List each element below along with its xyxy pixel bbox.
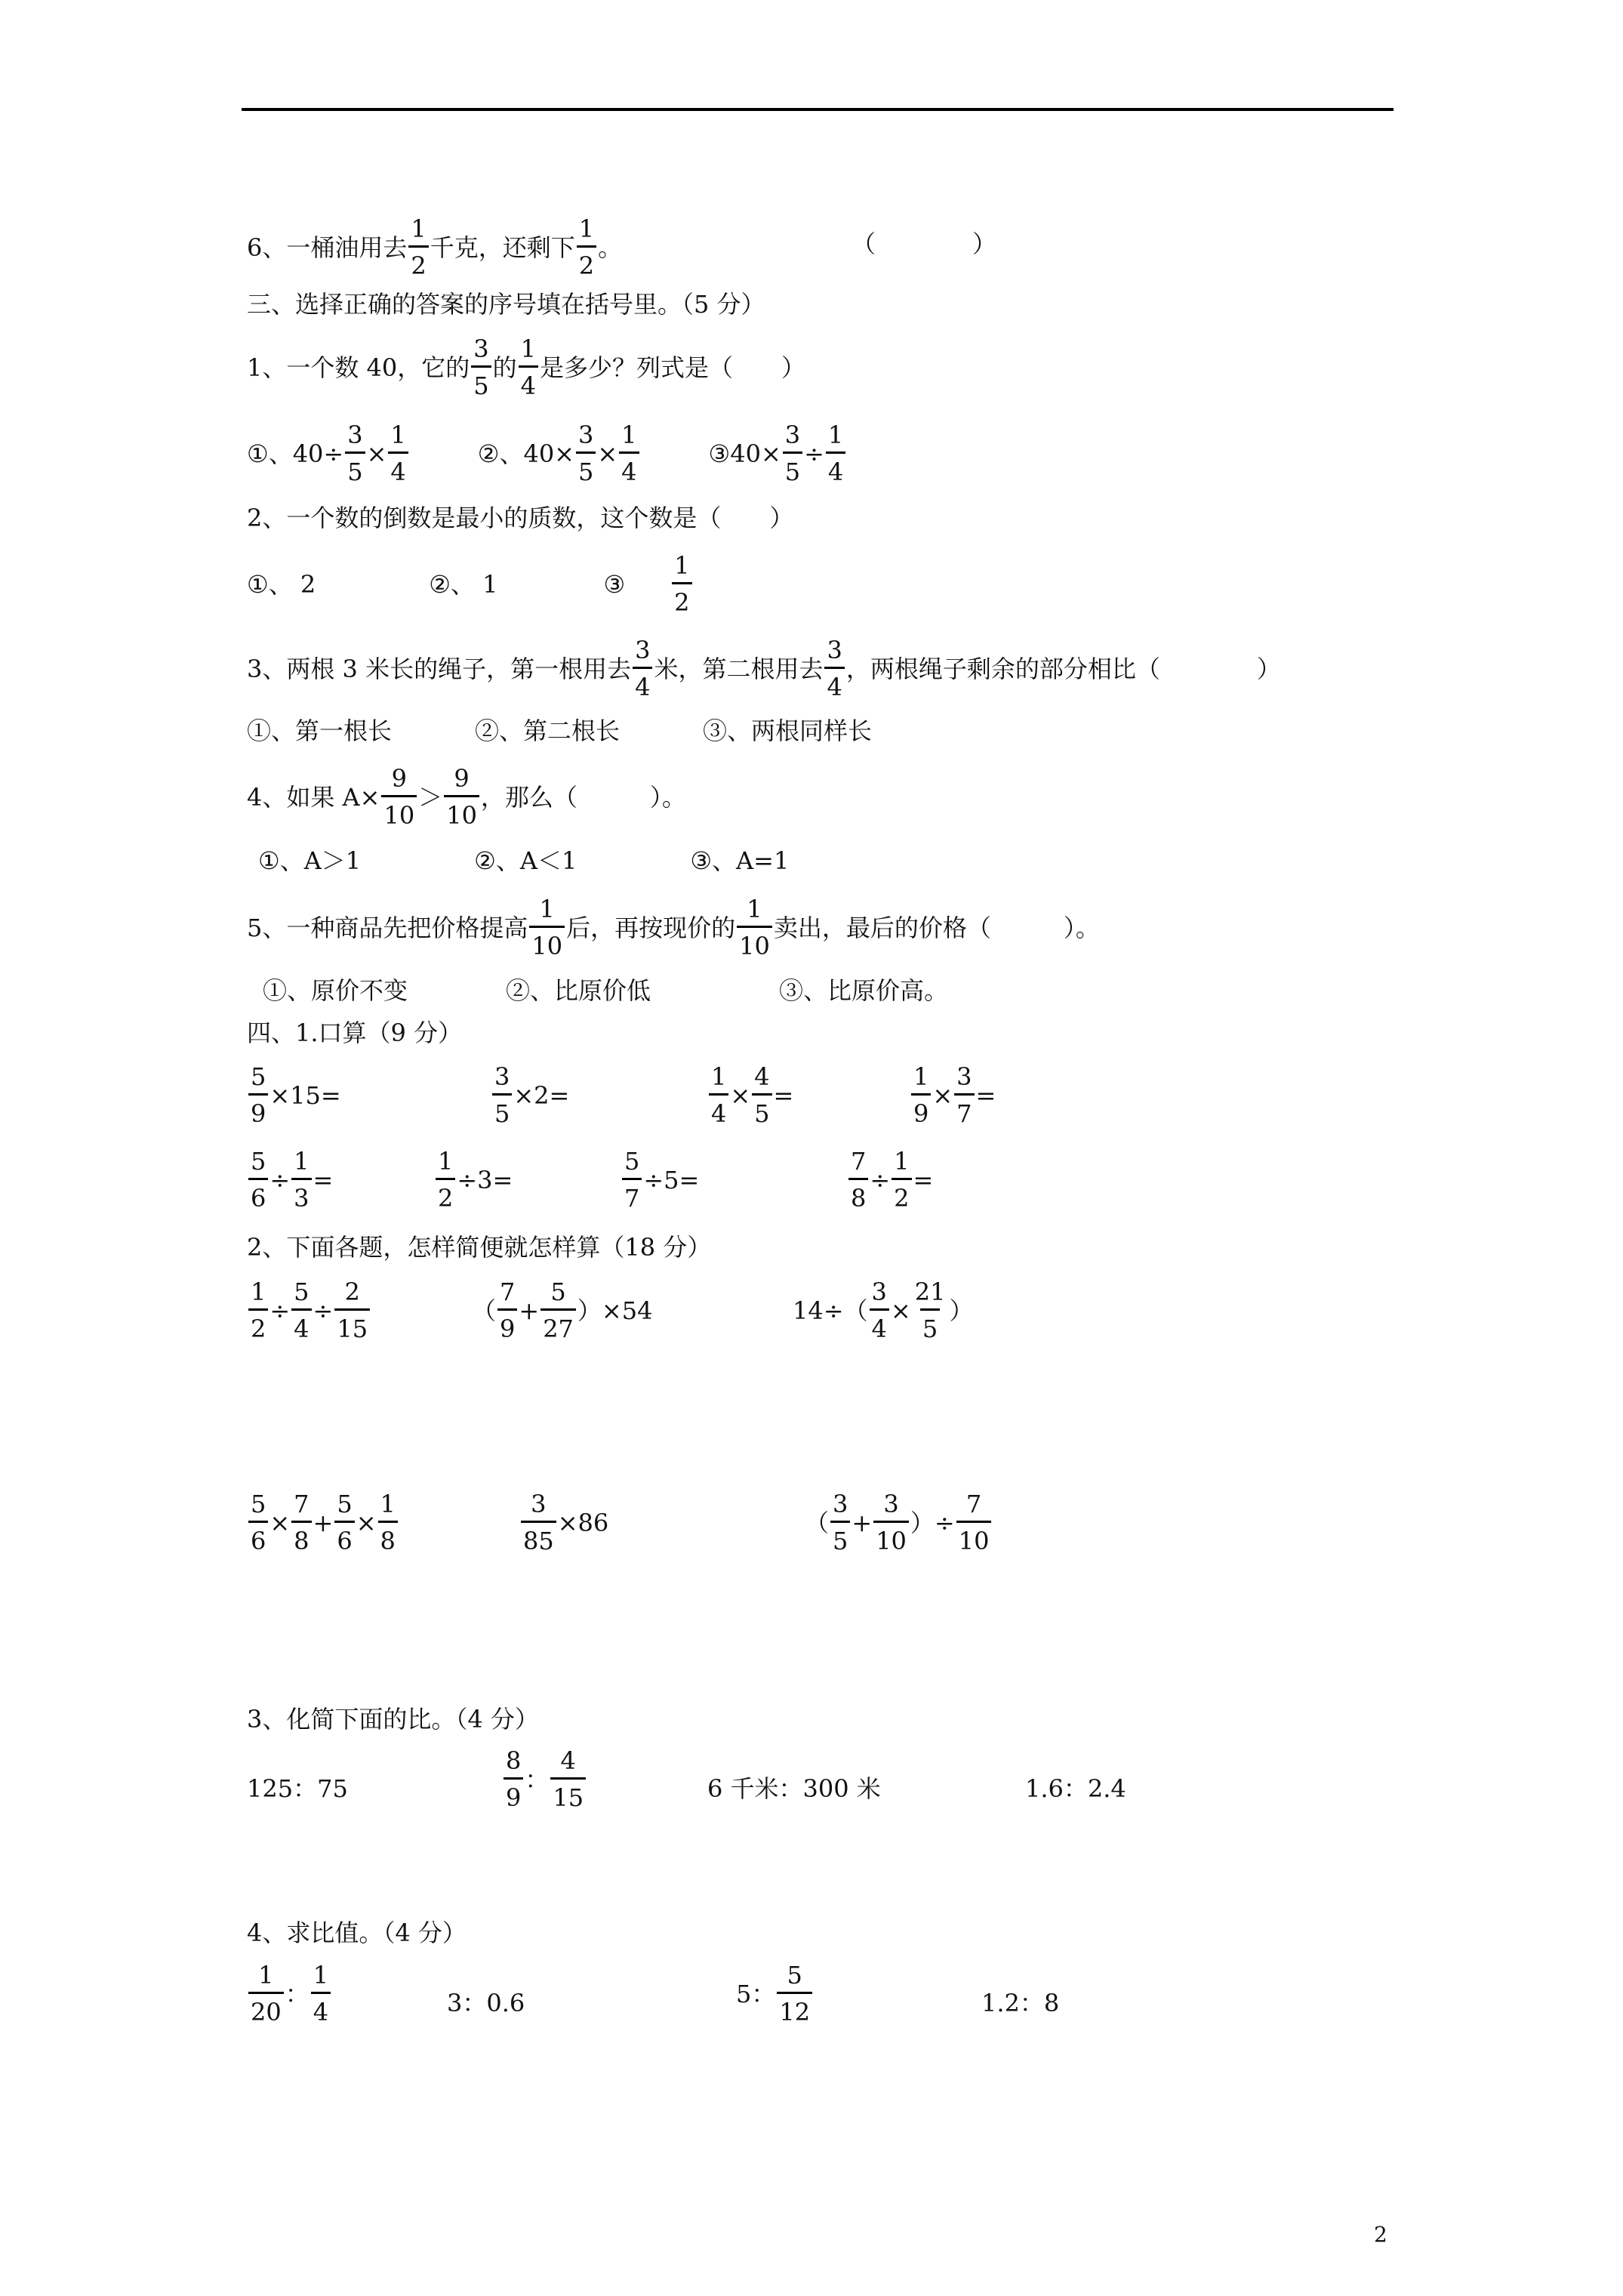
numerator: 2: [344, 1277, 360, 1306]
denominator: 4: [709, 1093, 728, 1126]
text: ①、第一根长: [247, 717, 393, 745]
text: ：: [285, 1979, 310, 2008]
denominator: 2: [248, 1308, 268, 1341]
header-rule: [242, 108, 1394, 111]
denominator: 3: [291, 1178, 311, 1210]
fraction: [492, 1062, 512, 1128]
denominator: 15: [334, 1308, 370, 1341]
simplify-expr-3: [793, 1277, 974, 1343]
numerator: 5: [251, 1147, 266, 1176]
fraction: [311, 1963, 331, 2024]
question-6: [247, 214, 623, 280]
text: 6 千米：300 米: [707, 1774, 881, 1803]
text: ÷: [804, 439, 824, 468]
numerator: 3: [883, 1490, 899, 1518]
s3-question-2: [247, 506, 793, 530]
simplify-expr-1: [247, 1277, 371, 1343]
numerator: 3: [531, 1490, 547, 1518]
text: ③、比原价高。: [779, 976, 949, 1005]
text: ÷5=: [643, 1165, 700, 1194]
s3-question-1: [247, 334, 806, 400]
numerator: 1: [674, 551, 690, 580]
numerator: 3: [827, 636, 842, 664]
s3-q4-options: [258, 846, 790, 875]
text: 后，再按现价的: [566, 913, 736, 942]
text: ②、比原价低: [506, 976, 651, 1005]
fraction: [248, 1963, 284, 2024]
s3-question-5: [247, 897, 1100, 958]
text: ÷: [870, 1165, 891, 1194]
text: 4、求比值。（4 分）: [247, 1918, 467, 1947]
numerator: 1: [894, 1147, 910, 1176]
numerator: 1: [251, 1277, 266, 1306]
numerator: 5: [550, 1277, 566, 1306]
text: 的: [492, 353, 517, 382]
denominator: 9: [248, 1093, 268, 1126]
text: ）: [949, 1296, 974, 1325]
text: ：: [525, 1764, 550, 1794]
numerator: 1: [621, 421, 637, 449]
text: 2、下面各题，怎样简便就怎样算（18 分）: [247, 1233, 712, 1262]
text: ③、A=1: [690, 846, 790, 875]
text: 米，第二根用去: [654, 654, 824, 683]
numerator: 1: [711, 1062, 727, 1091]
oral-calc-r1c4: [910, 1062, 996, 1128]
text: ）×54: [577, 1296, 653, 1325]
text: ×: [730, 1080, 751, 1110]
text: 14÷（: [793, 1296, 868, 1325]
text: ×: [890, 1296, 911, 1325]
text: ②、40×: [477, 439, 574, 468]
text: ③: [603, 569, 626, 599]
ratio-value-4: [981, 1991, 1059, 2015]
text: 5：: [736, 1979, 776, 2008]
text: ×2=: [513, 1080, 570, 1110]
fraction: [504, 1746, 523, 1812]
section-4-title: [247, 1021, 462, 1045]
s3-question-4: [247, 764, 686, 830]
answer-paren: [852, 232, 996, 256]
numerator: 5: [624, 1147, 640, 1176]
oral-calc-r2c1: [247, 1147, 334, 1213]
ratio-3: [707, 1774, 881, 1803]
text: +: [852, 1508, 873, 1537]
fraction: [248, 1147, 268, 1213]
numerator: 7: [294, 1490, 310, 1518]
fraction: [381, 764, 417, 830]
text: ①、40÷: [247, 439, 344, 468]
numerator: 5: [294, 1277, 310, 1306]
fraction: [408, 214, 428, 280]
text: ②、第二根长: [475, 717, 621, 745]
simplify-expr-2: [472, 1277, 653, 1343]
text: ×: [269, 1508, 291, 1537]
denominator: 10: [956, 1521, 992, 1553]
fraction: [388, 423, 408, 484]
denominator: 4: [388, 451, 408, 484]
oral-calc-r2c2: [434, 1147, 513, 1213]
fraction: [913, 1277, 948, 1343]
text: ×: [932, 1080, 953, 1110]
fraction: [892, 1147, 911, 1213]
ratio-4: [1025, 1774, 1126, 1803]
denominator: 4: [619, 451, 639, 484]
text: ×15=: [269, 1080, 341, 1110]
denominator: 6: [334, 1521, 354, 1553]
text: ÷: [313, 1296, 334, 1325]
text: ①、A＞1: [258, 846, 362, 875]
fraction: [848, 1147, 868, 1213]
simplify-expr-5: [519, 1492, 608, 1553]
simplify-expr-4: [247, 1492, 399, 1553]
text: 卖出，最后的价格（ ）。: [773, 913, 1100, 942]
fraction: [291, 1277, 311, 1343]
text: 。: [598, 233, 623, 262]
numerator: 5: [787, 1961, 802, 1989]
text: ）÷: [910, 1508, 955, 1537]
numerator: 21: [914, 1277, 946, 1306]
text: ①、 2: [247, 569, 316, 599]
denominator: 5: [471, 365, 491, 398]
denominator: 4: [633, 667, 652, 699]
denominator: 2: [672, 582, 691, 615]
fraction: [830, 1492, 850, 1553]
text: 三、选择正确的答案的序号填在括号里。（5 分）: [247, 290, 765, 319]
fraction: [248, 1062, 268, 1128]
denominator: 12: [777, 1992, 812, 2024]
numerator: 7: [851, 1147, 867, 1176]
fraction: [540, 1277, 576, 1343]
fraction: [529, 897, 565, 958]
text: ＞: [418, 782, 443, 812]
fraction: [824, 638, 844, 699]
fraction: [870, 1277, 889, 1343]
fraction: [577, 214, 596, 280]
text: 2、一个数的倒数是最小的质数，这个数是（ ）: [247, 504, 794, 532]
fraction: [436, 1147, 455, 1213]
ratio-1: [247, 1774, 348, 1803]
fraction: [345, 423, 365, 484]
text: 6、一桶油用去: [247, 233, 408, 262]
text: +: [519, 1296, 540, 1325]
numerator: 4: [754, 1062, 770, 1091]
numerator: 1: [438, 1147, 454, 1176]
denominator: 10: [381, 795, 417, 827]
fraction: [737, 897, 772, 958]
text: +: [313, 1508, 334, 1537]
text: ×: [356, 1508, 377, 1537]
numerator: 1: [294, 1147, 310, 1176]
fraction: [956, 1492, 992, 1553]
s3-q3-options: [247, 719, 872, 743]
denominator: 10: [529, 926, 565, 958]
fraction: [248, 1277, 268, 1343]
oral-calc-r2c4: [847, 1147, 934, 1213]
numerator: 3: [956, 1062, 972, 1091]
page-number: 2: [1374, 2222, 1387, 2247]
fraction: [471, 334, 491, 400]
numerator: 1: [913, 1062, 929, 1091]
denominator: 4: [824, 667, 844, 699]
text: ÷: [269, 1296, 291, 1325]
fraction: [954, 1062, 974, 1128]
text: 四、1.口算（9 分）: [247, 1019, 463, 1047]
text: 125：75: [247, 1774, 348, 1803]
text: ，两根绳子剩余的部分相比（ ）: [845, 654, 1281, 683]
numerator: 5: [337, 1490, 353, 1518]
text: 4、如果 A×: [247, 782, 380, 812]
text: ×: [366, 439, 387, 468]
s3-question-3: [247, 638, 1281, 699]
fraction: [873, 1492, 909, 1553]
denominator: 2: [577, 245, 596, 278]
denominator: 5: [920, 1308, 940, 1341]
text: 3、两根 3 米长的绳子，第一根用去: [247, 654, 632, 683]
fraction: [519, 334, 538, 400]
text: ，那么（ ）。: [480, 782, 686, 812]
text: 1.2：8: [981, 1989, 1060, 2017]
numerator: 1: [258, 1961, 274, 1989]
text: （ ）: [852, 230, 997, 258]
numerator: 1: [411, 214, 427, 243]
numerator: 1: [827, 421, 844, 449]
text: ×86: [557, 1508, 609, 1537]
fraction: [622, 1147, 642, 1213]
numerator: 1: [313, 1961, 329, 1989]
s3-q1-options: [247, 423, 847, 484]
text: 5、一种商品先把价格提高: [247, 913, 528, 942]
fraction: [672, 553, 691, 615]
fraction: [444, 764, 479, 830]
text: （: [805, 1508, 830, 1537]
denominator: 4: [519, 365, 538, 398]
denominator: 6: [248, 1521, 268, 1553]
text: ③40×: [708, 439, 781, 468]
denominator: 27: [540, 1308, 576, 1341]
fraction: [633, 638, 652, 699]
denominator: 7: [954, 1093, 974, 1126]
denominator: 4: [870, 1308, 889, 1341]
denominator: 10: [444, 795, 479, 827]
text: 3：0.6: [447, 1989, 525, 2017]
numerator: 3: [347, 421, 363, 449]
denominator: 85: [521, 1521, 556, 1553]
text: =: [975, 1080, 996, 1110]
text: =: [913, 1165, 934, 1194]
text: ÷3=: [457, 1165, 513, 1194]
fraction: [826, 423, 845, 484]
numerator: 3: [871, 1277, 887, 1306]
simplify-expr-6: [805, 1492, 993, 1553]
text: ×: [597, 439, 618, 468]
oral-calc-r1c1: [247, 1062, 341, 1128]
ratio-value-1: [247, 1963, 332, 2024]
numerator: 8: [506, 1746, 522, 1775]
numerator: 3: [578, 421, 594, 449]
text: ②、A＜1: [474, 846, 577, 875]
denominator: 2: [408, 245, 428, 278]
s3-q5-options: [263, 978, 948, 1003]
ratio-value-2: [447, 1991, 525, 2015]
fraction: [378, 1492, 398, 1553]
text: ÷: [269, 1165, 291, 1194]
ratio-value-3: [736, 1963, 814, 2024]
denominator: 4: [311, 1992, 331, 2024]
fraction: [248, 1492, 268, 1553]
numerator: 1: [380, 1490, 396, 1518]
numerator: 5: [251, 1062, 266, 1091]
fraction: [576, 423, 596, 484]
denominator: 5: [752, 1093, 771, 1126]
numerator: 1: [539, 895, 555, 923]
oral-calc-r1c2: [491, 1062, 570, 1128]
fraction: [291, 1492, 311, 1553]
numerator: 9: [391, 764, 407, 793]
fraction: [334, 1277, 370, 1343]
text: 3、化简下面的比。（4 分）: [247, 1705, 539, 1734]
numerator: 3: [473, 334, 489, 363]
numerator: 3: [635, 636, 651, 664]
s3-q2-options: [247, 553, 694, 615]
denominator: 10: [737, 926, 772, 958]
fraction: [497, 1277, 517, 1343]
text: 千克，还剩下: [430, 233, 575, 262]
s4-part-3-title: [247, 1705, 539, 1734]
denominator: 8: [848, 1178, 868, 1210]
fraction: [911, 1062, 931, 1128]
fraction: [783, 423, 802, 484]
s4-part-4-title: [247, 1918, 467, 1947]
text: =: [773, 1080, 794, 1110]
section-3-title: [247, 290, 765, 319]
numerator: 3: [494, 1062, 510, 1091]
denominator: 7: [622, 1178, 642, 1210]
numerator: 1: [390, 421, 406, 449]
numerator: 7: [965, 1490, 982, 1518]
text: ②、 1: [429, 569, 498, 599]
fraction: [777, 1963, 812, 2024]
numerator: 1: [578, 214, 595, 243]
denominator: 4: [826, 451, 845, 484]
numerator: 1: [747, 895, 762, 923]
numerator: 4: [560, 1746, 576, 1775]
denominator: 9: [497, 1308, 517, 1341]
text: （: [472, 1296, 497, 1325]
denominator: 5: [345, 451, 365, 484]
oral-calc-r2c3: [621, 1147, 700, 1213]
text: 1、一个数 40，它的: [247, 353, 470, 382]
fraction: [709, 1062, 728, 1128]
denominator: 5: [783, 451, 802, 484]
numerator: 5: [251, 1490, 266, 1518]
numerator: 7: [500, 1277, 516, 1306]
denominator: 9: [504, 1777, 523, 1810]
fraction: [521, 1492, 556, 1553]
denominator: 10: [873, 1521, 909, 1553]
denominator: 4: [291, 1308, 311, 1341]
numerator: 1: [520, 334, 536, 363]
denominator: 5: [492, 1093, 512, 1126]
fraction: [550, 1746, 586, 1812]
numerator: 3: [833, 1490, 848, 1518]
s4-part-2-title: [247, 1233, 712, 1262]
text: =: [313, 1165, 334, 1194]
oral-calc-r1c3: [707, 1062, 794, 1128]
text: ③、两根同样长: [703, 717, 873, 745]
denominator: 8: [378, 1521, 398, 1553]
denominator: 5: [830, 1521, 850, 1553]
numerator: 3: [784, 421, 801, 449]
denominator: 15: [550, 1777, 586, 1810]
ratio-2: [502, 1746, 587, 1812]
numerator: 9: [454, 764, 470, 793]
denominator: 6: [248, 1178, 268, 1210]
denominator: 2: [892, 1178, 911, 1210]
denominator: 9: [911, 1093, 931, 1126]
denominator: 5: [576, 451, 596, 484]
denominator: 8: [291, 1521, 311, 1553]
text: 1.6：2.4: [1025, 1774, 1126, 1803]
text: ①、原价不变: [263, 976, 408, 1005]
denominator: 20: [248, 1992, 284, 2024]
denominator: 2: [436, 1178, 455, 1210]
fraction: [334, 1492, 354, 1553]
text: 是多少？列式是（ ）: [540, 353, 806, 382]
fraction: [752, 1062, 771, 1128]
fraction: [291, 1147, 311, 1213]
fraction: [619, 423, 639, 484]
